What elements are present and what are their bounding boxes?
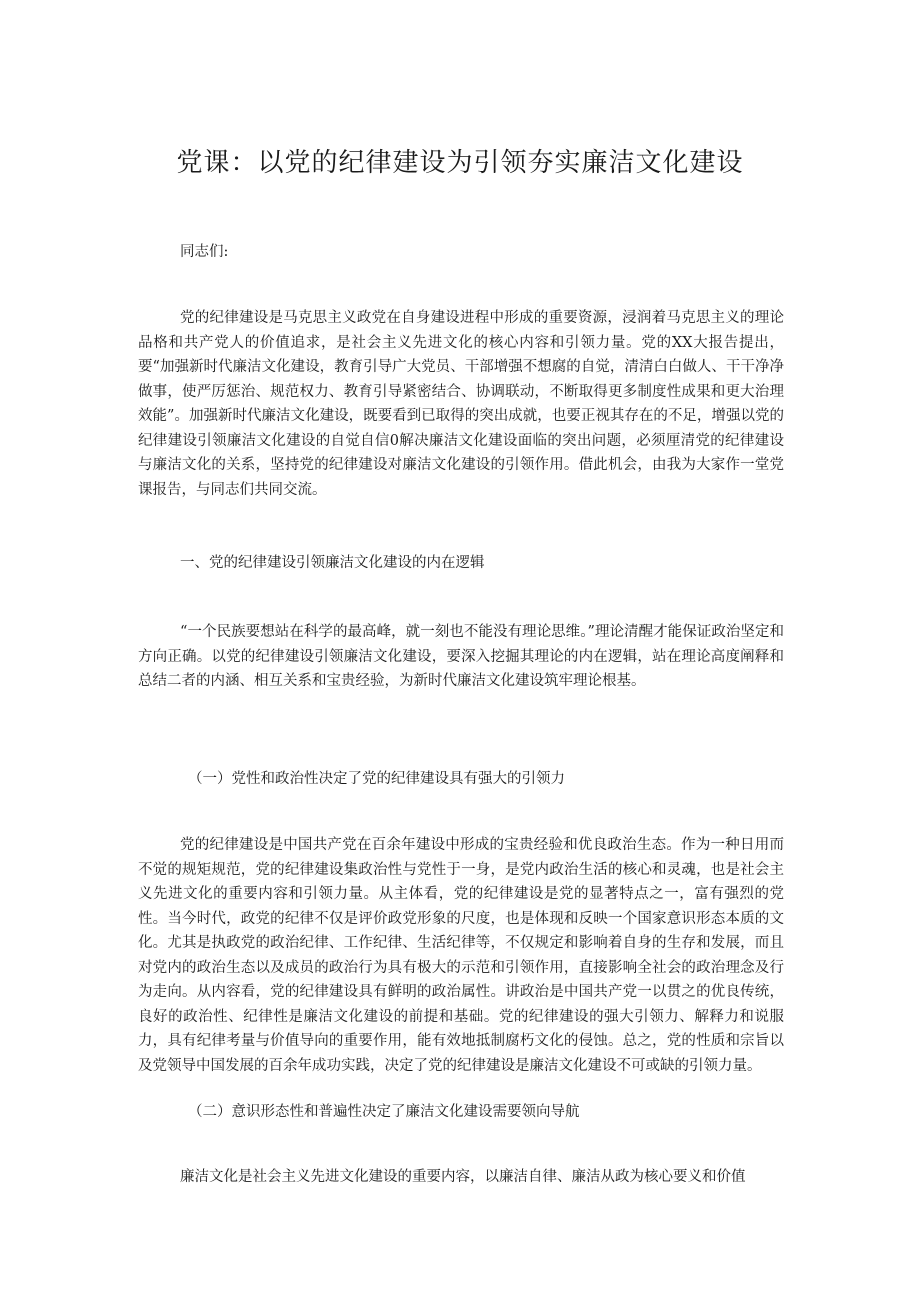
subsection-heading-2: （二）意识形态性和普遍性决定了廉洁文化建设需要领向导航 bbox=[188, 1104, 580, 1120]
paragraph-integrity-culture: 廉洁文化是社会主义先进文化建设的重要内容，以廉洁自律、廉洁从政为核心要义和价值 bbox=[180, 1169, 746, 1185]
section-heading-1: 一、党的纪律建设引领廉洁文化建设的内在逻辑 bbox=[180, 555, 485, 571]
document-title: 党课：以党的纪律建设为引领夯实廉洁文化建设 bbox=[176, 148, 744, 178]
paragraph-discipline: 党的纪律建设是中国共产党在百余年建设中形成的宝贵经验和优良政治生态。作为一种日用而不觉的规矩规范，党的纪律建设集政治性与党性于一身，是党内政治生活的核心和灵魂，也是社会主义先进文化的重要内容和引领力量。从主体看，党的纪律建设是党的显著特点之一，富有强烈的党性。当今时代，政党的纪律不仅是评价政党形象的尺度，也是体现和反映一个国家意识形态本质的文化。尤其是执政党的政治纪律、工作纪律、生活纪律等，不仅规定和影响着自身的生存和发展，而且对党内的政治生态以及成员的政治行为具有极大的示范和引领作用，直接影响全社会的政治理念及行为走向。从内容看，党的纪律建设具有鲜明的政治属性。讲政治是中国共产党一以贯之的优良传统，良好的政治性、纪律性是廉洁文化建设的前提和基础。党的纪律建设的强大引领力、解释力和说服力，具有纪律考量与价值导向的重要作用，能有效地抵制腐朽文化的侵蚀。总之，党的性质和宗旨以及党领导中国发展的百余年成功实践，决定了党的纪律建设是廉洁文化建设不可或缺的引领力量。 bbox=[138, 837, 784, 1074]
paragraph-theory: “一个民族要想站在科学的最高峰，就一刻也不能没有理论思维。”理论清醒才能保证政治坚定和方向正确。以党的纪律建设引领廉洁文化建设，要深入挖掘其理论的内在逻辑，站在理论高度阐释和总结二者的内涵、相互关系和宝贵经验，为新时代廉洁文化建设筑牢理论根基。 bbox=[138, 624, 784, 689]
subsection-heading-1: （一）党性和政治性决定了党的纪律建设具有强大的引领力 bbox=[188, 771, 565, 787]
paragraph-intro: 党的纪律建设是马克思主义政党在自身建设进程中形成的重要资源，浸润着马克思主义的理论品格和共产党人的价值追求，是社会主义先进文化的核心内容和引领力量。党的XX大报告提出，要“加强新时代廉洁文化建设，教育引导广大党员、干部增强不想腐的自觉，清清白白做人、干干净净做事，使严厉惩治、规范权力、教育引导紧密结合、协调联动，不断取得更多制度性成果和更大治理效能”。加强新时代廉洁文化建设，既要看到已取得的突出成就，也要正视其存在的不足，增强以党的纪律建设引领廉洁文化建设的自觉自信0解决廉洁文化建设面临的突出问题，必须厘清党的纪律建设与廉洁文化的关系，坚持党的纪律建设对廉洁文化建设的引领作用。借此机会，由我为大家作一堂党课报告，与同志们共同交流。 bbox=[138, 310, 784, 498]
salutation: 同志们: bbox=[180, 244, 229, 260]
